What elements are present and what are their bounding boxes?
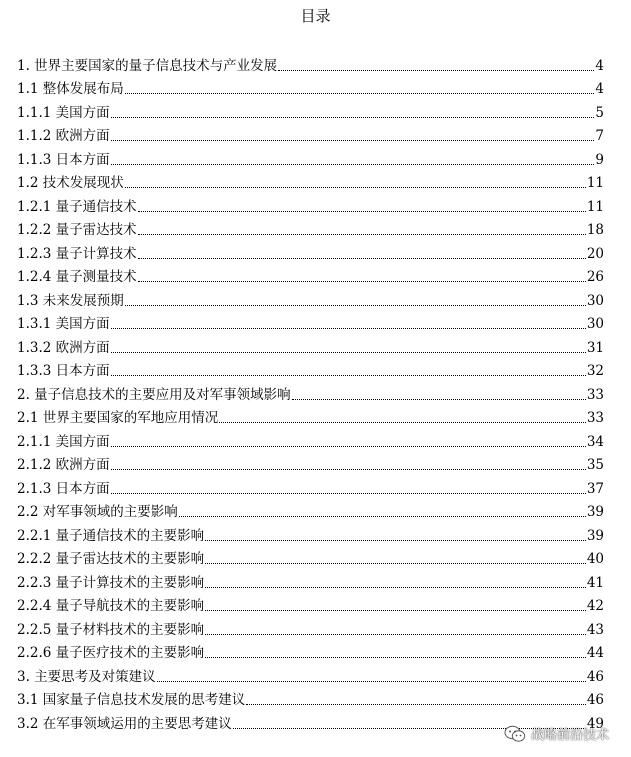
wechat-icon: [504, 725, 526, 743]
toc-entry-label: 2. 量子信息技术的主要应用及对军事领域影响: [17, 386, 291, 403]
toc-entry-label: 1.3 未来发展预期: [17, 292, 124, 309]
toc-dot-leader: [205, 657, 586, 658]
toc-entry-page-number: 35: [586, 457, 604, 473]
toc-dot-leader: [219, 422, 586, 423]
toc-entry-page-number: 44: [586, 645, 604, 661]
watermark-text: 战略前沿技术: [530, 728, 609, 743]
toc-dot-leader: [205, 610, 586, 611]
toc-entry-label: 1.1.1 美国方面: [17, 104, 110, 121]
toc-entry-page-number: 39: [586, 527, 604, 544]
toc-entry-page-number: 4: [595, 81, 604, 97]
toc-entry[interactable]: [17, 238, 604, 262]
toc-entry-page-number: 5: [595, 104, 604, 121]
toc-entry[interactable]: [17, 309, 604, 333]
toc-entry-label: 1.2.4 量子测量技术: [17, 269, 137, 285]
toc-entry[interactable]: [17, 285, 604, 309]
toc-entry-page-number: 46: [586, 692, 604, 708]
toc-entry-label: 2.2.6 量子医疗技术的主要影响: [17, 645, 205, 661]
toc-entry[interactable]: [17, 50, 604, 74]
toc-dot-leader: [205, 540, 586, 541]
toc-entry-label: 2.2.2 量子雷达技术的主要影响: [17, 551, 205, 567]
toc-entry[interactable]: [17, 121, 604, 145]
toc-dot-leader: [111, 164, 595, 165]
toc-entry[interactable]: [17, 614, 604, 638]
toc-entry-page-number: 18: [586, 222, 604, 238]
toc-entry-page-number: 43: [586, 621, 604, 638]
toc-dot-leader: [292, 399, 586, 400]
toc-entry-page-number: 33: [586, 386, 604, 403]
toc-entry-label: 2.1.3 日本方面: [17, 480, 110, 497]
toc-dot-leader: [138, 281, 586, 282]
toc-dot-leader: [138, 258, 586, 259]
toc-entry[interactable]: [17, 638, 604, 662]
toc-entry-page-number: 11: [586, 198, 604, 215]
toc-dot-leader: [125, 305, 586, 306]
toc-dot-leader: [157, 681, 586, 682]
toc-entry-label: 2.2.4 量子导航技术的主要影响: [17, 598, 205, 614]
toc-dot-leader: [138, 211, 586, 212]
toc-entry-page-number: 40: [586, 551, 604, 567]
toc-entry-page-number: 37: [586, 480, 604, 497]
toc-dot-leader: [246, 704, 586, 705]
toc-dot-leader: [111, 352, 586, 353]
toc-entry-page-number: 30: [586, 316, 604, 332]
watermark: [504, 724, 609, 743]
toc-entry[interactable]: [17, 426, 604, 450]
toc-entry-page-number: 9: [595, 151, 604, 168]
toc-dot-leader: [205, 587, 586, 588]
toc-dot-leader: [205, 634, 586, 635]
toc-entry-label: 1.3.3 日本方面: [17, 363, 110, 379]
toc-entry[interactable]: [17, 473, 604, 497]
toc-entry[interactable]: [17, 685, 604, 709]
toc-entry[interactable]: [17, 191, 604, 215]
toc-entry-page-number: 33: [586, 410, 604, 426]
toc-entry[interactable]: [17, 379, 604, 403]
toc-entry[interactable]: [17, 332, 604, 356]
toc-entry[interactable]: [17, 215, 604, 239]
toc-entry-page-number: 20: [586, 245, 604, 262]
toc-entry-label: 2.2 对军事领域的主要影响: [17, 504, 178, 520]
toc-entry-page-number: 49: [586, 715, 604, 732]
toc-entry-label: 1.3.2 欧洲方面: [17, 339, 110, 356]
toc-dot-leader: [111, 469, 586, 470]
toc-dot-leader: [278, 70, 594, 71]
toc-dot-leader: [179, 516, 586, 517]
toc-dot-leader: [111, 375, 586, 376]
toc-entry[interactable]: [17, 450, 604, 474]
toc-title: 目录: [300, 7, 331, 25]
toc-entry-label: 2.2.1 量子通信技术的主要影响: [17, 527, 205, 544]
toc-dot-leader: [111, 328, 586, 329]
toc-entry-label: 2.2.5 量子材料技术的主要影响: [17, 621, 205, 638]
toc-entry-page-number: 30: [586, 292, 604, 309]
toc-entry-label: 3.2 在军事领域运用的主要思考建议: [17, 715, 232, 732]
toc-entry[interactable]: [17, 262, 604, 286]
toc-entry-label: 2.2.3 量子计算技术的主要影响: [17, 574, 205, 591]
toc-entry[interactable]: [17, 497, 604, 521]
toc-entry-page-number: 32: [586, 363, 604, 379]
toc-entry-label: 1.2.3 量子计算技术: [17, 245, 137, 262]
toc-entry-page-number: 41: [586, 574, 604, 591]
toc-entry-page-number: 26: [586, 269, 604, 285]
toc-entry-label: 2.1.2 欧洲方面: [17, 457, 110, 473]
toc-dot-leader: [111, 140, 595, 141]
toc-dot-leader: [111, 493, 586, 494]
toc-dot-leader: [125, 187, 586, 188]
toc-entry-label: 2.1 世界主要国家的军地应用情况: [17, 410, 219, 426]
toc-entry-label: 1.1 整体发展布局: [17, 81, 124, 97]
toc-entry[interactable]: [17, 403, 604, 427]
toc-entry-label: 2.1.1 美国方面: [17, 433, 110, 450]
toc-entry-page-number: 42: [586, 598, 604, 614]
toc-entry[interactable]: [17, 520, 604, 544]
toc-entry[interactable]: [17, 544, 604, 568]
toc-entry-page-number: 4: [595, 57, 604, 74]
toc-dot-leader: [138, 234, 586, 235]
toc-entry-label: 1.2.1 量子通信技术: [17, 198, 137, 215]
toc-entry[interactable]: [17, 144, 604, 168]
toc-entry-page-number: 39: [586, 504, 604, 520]
toc-entry-page-number: 11: [586, 175, 604, 191]
toc-entry-label: 1.1.2 欧洲方面: [17, 128, 110, 144]
toc-entry[interactable]: [17, 97, 604, 121]
toc-entry[interactable]: [17, 356, 604, 380]
toc-entry-label: 3. 主要思考及对策建议: [17, 668, 156, 685]
toc-entry-label: 1.2 技术发展现状: [17, 175, 124, 191]
toc-dot-leader: [111, 117, 595, 118]
toc-entry[interactable]: [17, 567, 604, 591]
toc-dot-leader: [205, 563, 586, 564]
toc-entry[interactable]: [17, 661, 604, 685]
toc-entry-label: 3.1 国家量子信息技术发展的思考建议: [17, 692, 246, 708]
toc-list: [17, 50, 604, 732]
toc-entry-label: 1.3.1 美国方面: [17, 316, 110, 332]
toc-entry-label: 1.2.2 量子雷达技术: [17, 222, 137, 238]
toc-entry[interactable]: [17, 74, 604, 98]
toc-entry-page-number: 46: [586, 668, 604, 685]
toc-entry[interactable]: [17, 168, 604, 192]
toc-entry-page-number: 31: [586, 339, 604, 356]
toc-dot-leader: [125, 93, 595, 94]
toc-dot-leader: [111, 446, 586, 447]
toc-entry-page-number: 7: [595, 128, 604, 144]
toc-entry[interactable]: [17, 591, 604, 615]
toc-entry-page-number: 34: [586, 433, 604, 450]
toc-entry-label: 1.1.3 日本方面: [17, 151, 110, 168]
toc-entry-label: 1. 世界主要国家的量子信息技术与产业发展: [17, 57, 278, 74]
